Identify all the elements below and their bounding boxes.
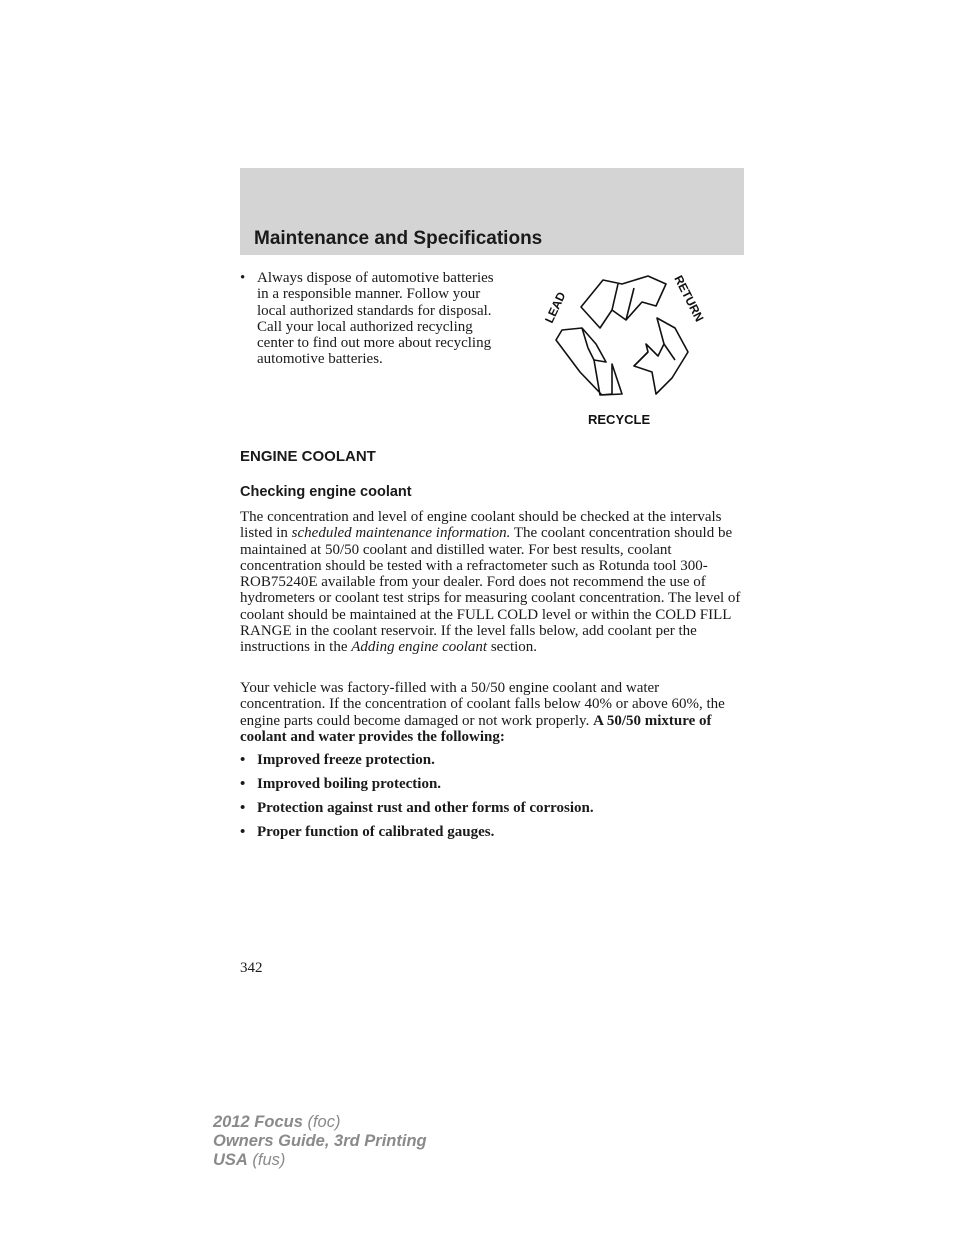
scheduled-maintenance-reference: scheduled maintenance information. [291, 525, 511, 542]
footer-market-code: (fus) [247, 1151, 286, 1169]
section-title: Maintenance and Specifications [254, 228, 543, 249]
footer-model: 2012 Focus [213, 1113, 303, 1131]
benefit-text: Improved boiling protection. [257, 776, 442, 792]
return-label: RETURN [671, 273, 707, 324]
footer-guide-edition: Owners Guide, 3rd Printing [213, 1132, 427, 1150]
adding-coolant-reference: Adding engine coolant [351, 639, 488, 656]
footer-market: USA [213, 1151, 248, 1169]
lead-return-recycle-figure [530, 262, 730, 432]
lead-return-recycle-icon [530, 262, 730, 432]
battery-disposal-text: Always dispose of automotive batteries in a responsible manner. Follow your local authorized standards for disposal. Call your local authorized recycling center to find out more about recycling automotive batteries. [257, 270, 494, 368]
footer-line-2 [213, 1132, 427, 1151]
list-item [240, 800, 745, 824]
footer-model-code: (foc) [302, 1113, 341, 1131]
bullet-marker: • [240, 270, 246, 286]
recycle-label: RECYCLE [588, 412, 651, 427]
document-footer [213, 1113, 427, 1170]
battery-disposal-bullet [240, 270, 495, 368]
bullet-marker: • [240, 800, 246, 816]
para1-text-1: The concentration and level of engine coolant should be checked at the intervals listed in [240, 509, 722, 542]
list-item [240, 752, 745, 776]
checking-coolant-subheading: Checking engine coolant [240, 484, 412, 500]
engine-coolant-heading: ENGINE COOLANT [240, 448, 376, 465]
bullet-marker: • [240, 776, 246, 792]
coolant-concentration-paragraph [240, 509, 745, 656]
list-item [240, 824, 745, 848]
benefit-text: Protection against rust and other forms of corrosion. [257, 800, 594, 816]
list-item [240, 776, 745, 800]
coolant-benefits-list [240, 752, 745, 848]
footer-line-3 [213, 1151, 427, 1170]
factory-fill-paragraph [240, 680, 745, 745]
bullet-marker: • [240, 752, 246, 768]
lead-label: LEAD [542, 289, 569, 326]
footer-line-1 [213, 1113, 427, 1132]
para2-text: Your vehicle was factory-filled with a 50/50 engine coolant and water concentration. If the concentration of coolant falls below 40% or above 60%, the engine parts could become damaged or not work properly. [240, 680, 725, 729]
para2-bold-text: A 50/50 mixture of coolant and water provides the following: [240, 712, 712, 745]
benefit-text: Improved freeze protection. [257, 752, 435, 768]
bullet-marker: • [240, 824, 246, 840]
page-number: 342 [240, 960, 263, 976]
para1-text-2: The coolant concentration should be maintained at 50/50 coolant and distilled water. For best results, coolant concentration should be tested with a refractometer such as Rotunda tool 300-ROB75240E available from your dealer. Ford does not recommend the use of hydrometers or coolant test strips for measuring coolant concentration. The level of coolant should be maintained at the FULL COLD level or within the COLD FILL RANGE in the coolant reservoir. If the level falls below, add coolant per the instructions in the [240, 525, 741, 656]
benefit-text: Proper function of calibrated gauges. [257, 824, 495, 840]
para1-text-3: section. [487, 639, 538, 656]
